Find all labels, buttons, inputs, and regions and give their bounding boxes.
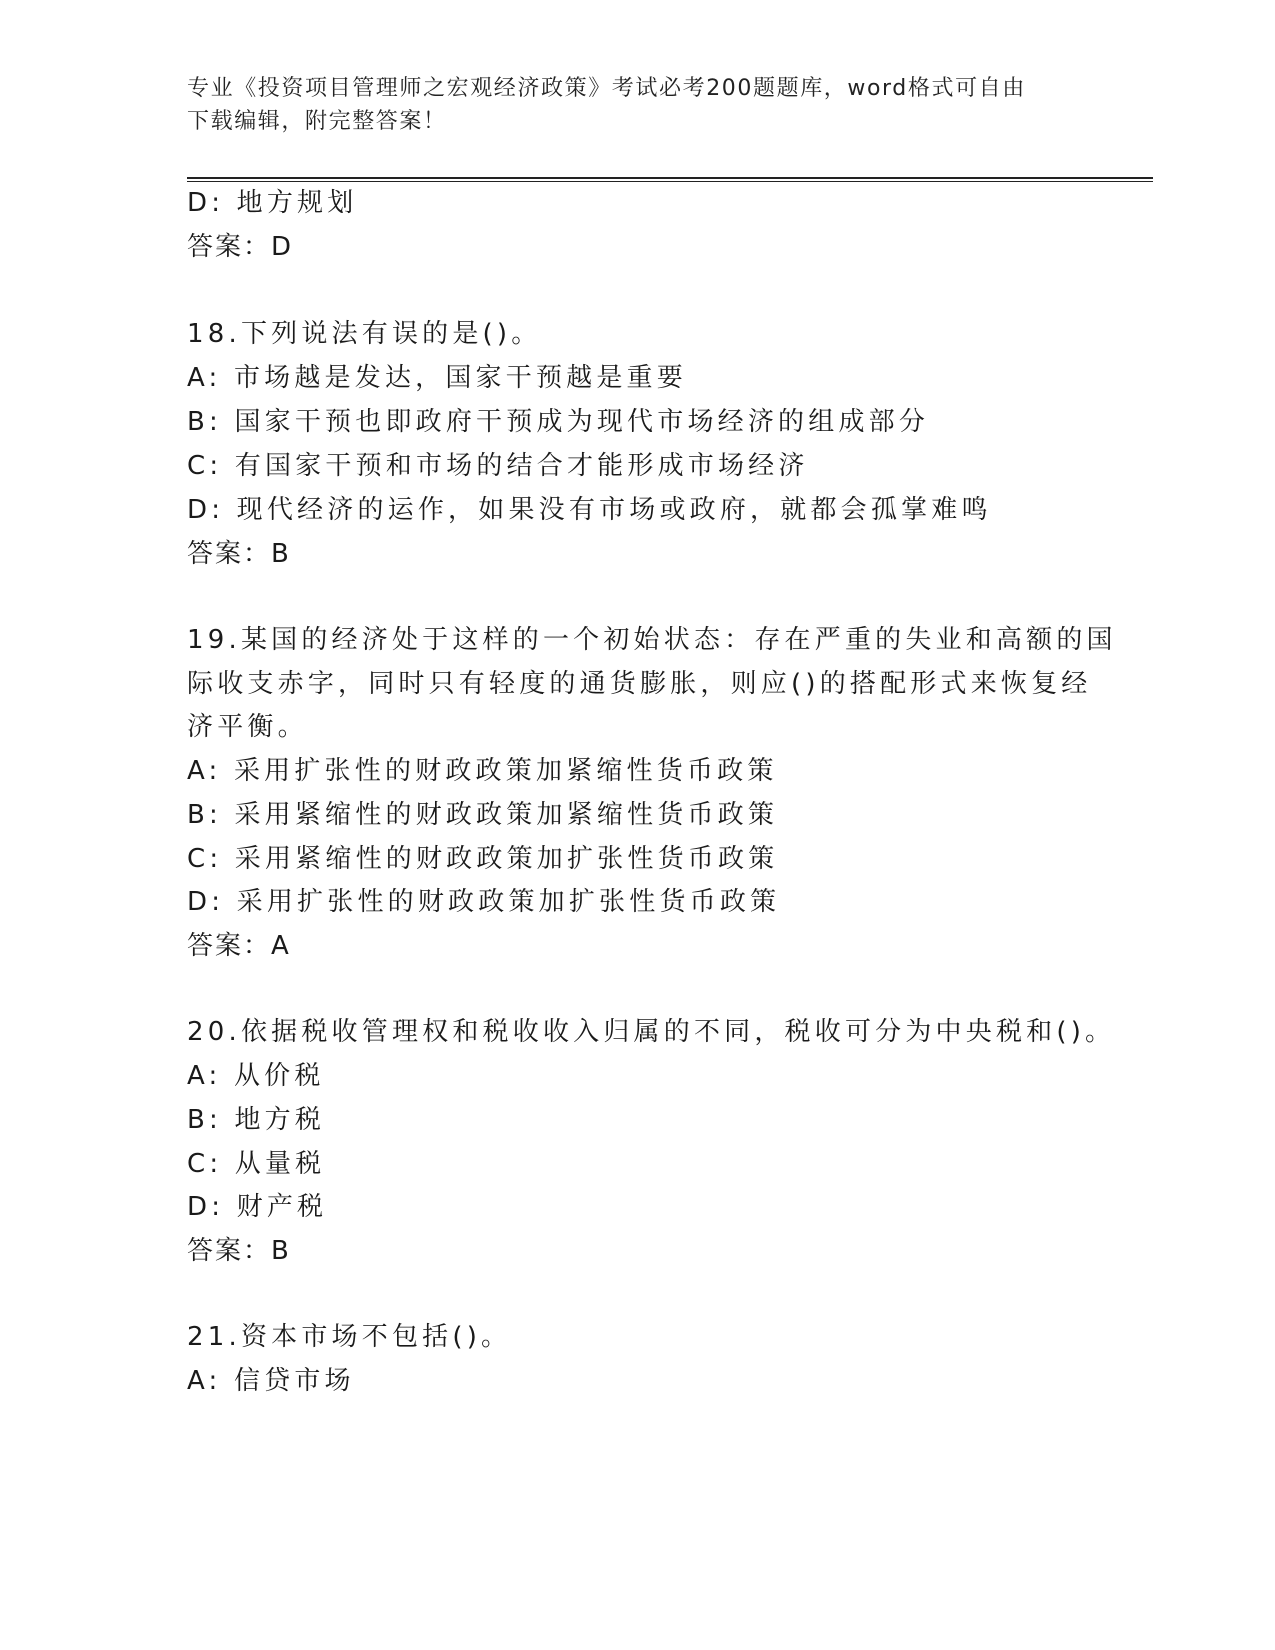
q17-answer: 答案：D [187,232,294,262]
document-page [187,0,1157,1650]
q20-stem: 20.依据税收管理权和税收收入归属的不同，税收可分为中央税和()。 [187,1017,1116,1047]
q19-option-c: C: 采用紧缩性的财政政策加扩张性货币政策 [187,844,779,874]
header-line-1: 专业《投资项目管理师之宏观经济政策》考试必考200题题库，word格式可自由 [187,76,1026,101]
q21-option-a: A: 信贷市场 [187,1366,355,1396]
q18-option-c: C: 有国家干预和市场的结合才能形成市场经济 [187,451,809,481]
q18-option-b: B: 国家干预也即政府干预成为现代市场经济的组成部分 [187,407,930,437]
q20-option-c: C: 从量税 [187,1149,326,1179]
q18-answer: 答案：B [187,539,291,569]
q19-stem-line-3: 济平衡。 [187,712,308,742]
q18-option-a: A: 市场越是发达，国家干预越是重要 [187,363,687,393]
q19-stem-line-1: 19.某国的经济处于这样的一个初始状态：存在严重的失业和高额的国 [187,625,1117,655]
q20-option-d: D: 财产税 [187,1192,328,1222]
q20-option-b: B: 地方税 [187,1105,326,1135]
q17-option-d: D: 地方规划 [187,188,358,218]
q18-stem: 18.下列说法有误的是()。 [187,319,542,349]
q20-option-a: A: 从价税 [187,1061,325,1091]
q21-stem: 21.资本市场不包括()。 [187,1322,512,1352]
q19-option-d: D: 采用扩张性的财政政策加扩张性货币政策 [187,887,781,917]
header-divider [187,177,1153,182]
q19-option-a: A: 采用扩张性的财政政策加紧缩性货币政策 [187,756,778,786]
q20-answer: 答案：B [187,1236,291,1266]
q19-answer: 答案：A [187,931,291,961]
q19-option-b: B: 采用紧缩性的财政政策加紧缩性货币政策 [187,800,779,830]
q18-option-d: D: 现代经济的运作，如果没有市场或政府，就都会孤掌难鸣 [187,495,992,525]
header-line-2: 下载编辑，附完整答案！ [187,109,447,134]
q19-stem-line-2: 际收支赤字，同时只有轻度的通货膨胀，则应()的搭配形式来恢复经 [187,669,1092,699]
document-header [187,72,1067,138]
